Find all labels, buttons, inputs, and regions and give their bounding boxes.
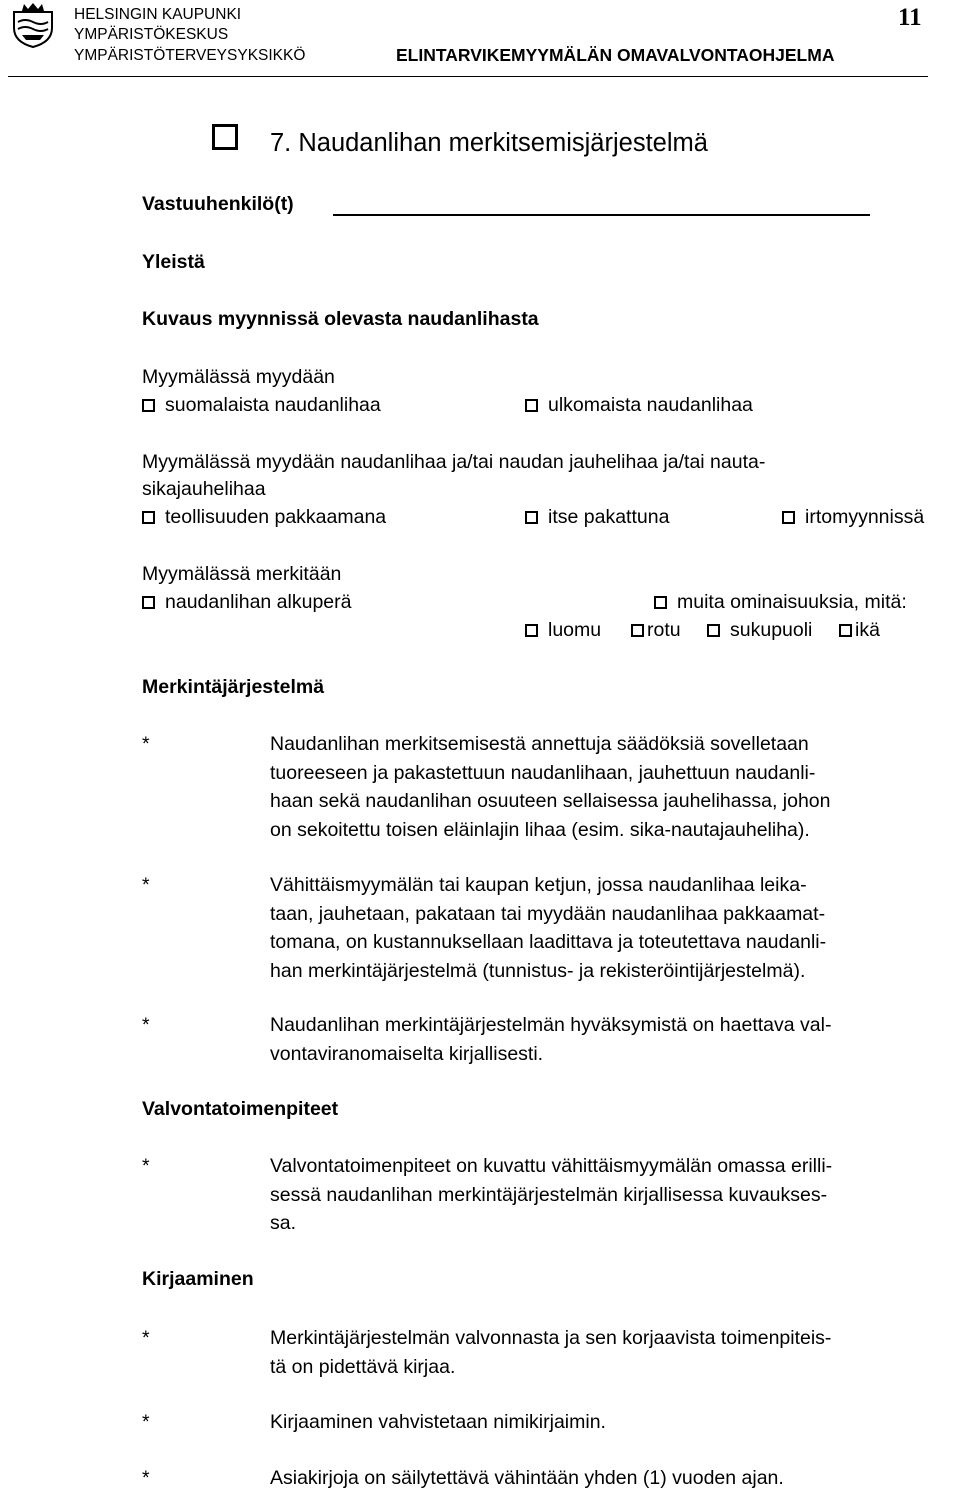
bullet-marker: *: [142, 1411, 150, 1433]
option-label: rotu: [647, 619, 681, 641]
checkbox-icon: [525, 624, 538, 637]
option-industry-packed[interactable]: [142, 504, 386, 531]
marking-item-1: [270, 730, 960, 844]
option-label: luomu: [548, 619, 602, 641]
paragraph-line: taan, jauhetaan, pakataan tai myydään naudanlihaa pakkaamat-: [270, 902, 826, 925]
responsible-label: Vastuuhenkilö(t): [142, 193, 294, 215]
marking-system-heading: Merkintäjärjestelmä: [142, 676, 325, 698]
bullet-marker: *: [142, 1327, 150, 1349]
paragraph-line: tuoreeseen ja pakastettuun naudanlihaan, jauhettuun naudanli-: [270, 761, 816, 784]
records-item-1: [270, 1324, 960, 1381]
q2-label-line1: Myymälässä myydään naudanlihaa ja/tai naudan jauhelihaa ja/tai nauta-: [142, 451, 766, 473]
option-label: ulkomaista naudanlihaa: [548, 394, 753, 416]
bullet-marker: *: [142, 1467, 150, 1489]
paragraph-line: tomana, on kustannuksellaan laadittava ja toteutettava naudanli-: [270, 931, 827, 953]
checkbox-icon: [707, 624, 720, 637]
marking-item-3: [270, 1011, 960, 1068]
bullet-marker: *: [142, 1014, 150, 1036]
description-heading: Kuvaus myynnissä olevasta naudanlihasta: [142, 308, 539, 330]
option-label: teollisuuden pakkaamana: [165, 506, 387, 528]
option-organic[interactable]: [525, 617, 601, 644]
page-number: 11: [898, 4, 922, 31]
document-title: ELINTARVIKEMYYMÄLÄN OMAVALVONTAOHJELMA: [396, 45, 835, 65]
checkbox-icon: [525, 511, 538, 524]
org-line-2: YMPÄRISTÖKESKUS: [74, 26, 229, 43]
section-checkbox-icon[interactable]: [212, 124, 238, 150]
option-beef-origin[interactable]: [142, 589, 352, 616]
q3-label: Myymälässä merkitään: [142, 563, 342, 585]
records-heading: Kirjaaminen: [142, 1268, 254, 1290]
option-foreign-beef[interactable]: [525, 392, 753, 419]
q1-label: Myymälässä myydään: [142, 366, 335, 388]
records-item-2: [270, 1408, 960, 1437]
option-label: itse pakattuna: [548, 506, 670, 528]
paragraph-line: tä on pidettävä kirjaa.: [270, 1355, 456, 1378]
control-item-1: [270, 1152, 960, 1238]
option-label: suomalaista naudanlihaa: [165, 394, 381, 416]
control-heading: Valvontatoimenpiteet: [142, 1098, 339, 1120]
checkbox-icon: [525, 399, 538, 412]
checkbox-icon: [631, 624, 644, 637]
option-breed[interactable]: [631, 617, 681, 644]
paragraph-line: Merkintäjärjestelmän valvonnasta ja sen korjaavista toimenpiteis-: [270, 1327, 832, 1349]
paragraph-line: sessä naudanlihan merkintäjärjestelmän kirjallisessa kuvaukses-: [270, 1183, 828, 1206]
checkbox-icon: [142, 399, 155, 412]
option-label: sukupuoli: [730, 619, 813, 641]
paragraph-line: Valvontatoimenpiteet on kuvattu vähittäismyymälän omassa erilli-: [270, 1155, 833, 1177]
checkbox-icon: [142, 596, 155, 609]
paragraph-line: sa.: [270, 1212, 297, 1234]
header-rule: [8, 76, 928, 77]
q2-label-line2: sikajauhelihaa: [142, 478, 266, 500]
marking-item-2: [270, 871, 960, 985]
section-title: 7. Naudanlihan merkitsemisjärjestelmä: [270, 129, 708, 157]
paragraph-line: Vähittäismyymälän tai kaupan ketjun, jossa naudanlihaa leika-: [270, 874, 807, 896]
option-label: ikä: [855, 619, 880, 641]
helsinki-crest-icon: [10, 2, 56, 48]
option-label: irtomyynnissä: [805, 506, 925, 528]
option-label: muita ominaisuuksia, mitä:: [677, 591, 907, 613]
paragraph-line: han merkintäjärjestelmä (tunnistus- ja rekisteröintijärjestelmä).: [270, 959, 806, 982]
paragraph-line: Asiakirjoja on säilytettävä vähintään yhden (1) vuoden ajan.: [270, 1467, 784, 1489]
paragraph-line: Naudanlihan merkitsemisestä annettuja säädöksiä sovelletaan: [270, 733, 809, 755]
checkbox-icon: [654, 596, 667, 609]
option-self-packed[interactable]: [525, 504, 669, 531]
general-heading: Yleistä: [142, 251, 205, 273]
option-finnish-beef[interactable]: [142, 392, 381, 419]
records-item-3: [270, 1464, 960, 1493]
paragraph-line: Naudanlihan merkintäjärjestelmän hyväksymistä on haettava val-: [270, 1014, 832, 1036]
option-sex[interactable]: [707, 617, 812, 644]
checkbox-icon: [142, 511, 155, 524]
paragraph-line: haan sekä naudanlihan osuuteen sellaisessa jauhelihassa, johon: [270, 790, 831, 812]
org-line-1: HELSINGIN KAUPUNKI: [74, 6, 242, 23]
bullet-marker: *: [142, 874, 150, 896]
option-other-properties[interactable]: [654, 589, 907, 616]
bullet-marker: *: [142, 1155, 150, 1177]
bullet-marker: *: [142, 733, 150, 755]
option-age[interactable]: [839, 617, 880, 644]
option-label: naudanlihan alkuperä: [165, 591, 352, 613]
paragraph-line: vontaviranomaiselta kirjallisesti.: [270, 1042, 544, 1065]
responsible-field[interactable]: [333, 214, 870, 216]
paragraph-line: on sekoitettu toisen eläinlajin lihaa (esim. sika-nautajauheliha).: [270, 818, 810, 841]
option-loose-sale[interactable]: [782, 504, 924, 531]
org-line-3: YMPÄRISTÖTERVEYSYKSIKKÖ: [74, 47, 306, 64]
checkbox-icon: [782, 511, 795, 524]
checkbox-icon: [839, 624, 852, 637]
paragraph-line: Kirjaaminen vahvistetaan nimikirjaimin.: [270, 1411, 606, 1433]
